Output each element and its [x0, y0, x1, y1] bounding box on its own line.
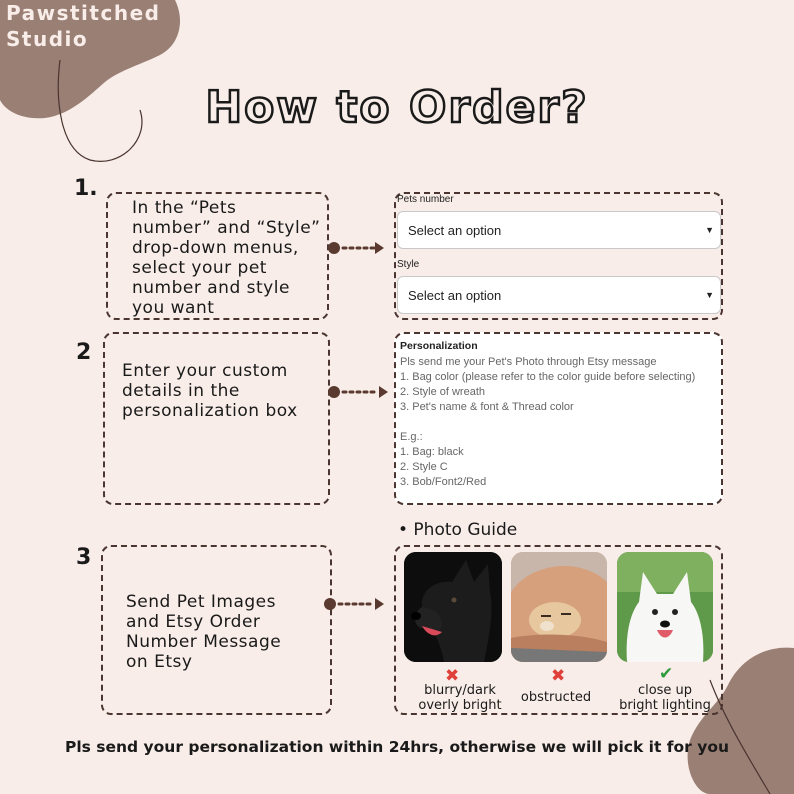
- step-2-number: 2: [76, 340, 92, 365]
- caption-line: close up: [637, 683, 693, 698]
- photo-caption-3: [610, 683, 720, 713]
- instruction-line: select your pet: [132, 258, 267, 278]
- caption-line: bright lighting: [619, 698, 711, 713]
- brand-line-2: Studio: [6, 27, 89, 51]
- caption-line: blurry/dark: [424, 683, 496, 698]
- footer-note: Pls send your personalization within 24hrs, otherwise we will pick it for you: [64, 738, 730, 756]
- caption-line: obstructed: [520, 690, 592, 705]
- instruction-line: and Etsy Order: [126, 612, 261, 632]
- instruction-line: details in the: [122, 381, 240, 401]
- blanket-dog-photo: [511, 552, 607, 662]
- step-3-instruction: [126, 592, 281, 672]
- instruction-line: Enter your custom: [122, 361, 288, 381]
- chevron-down-icon: ▼: [705, 290, 714, 300]
- photo-caption-2: [508, 690, 604, 705]
- bad-mark-icon: ✖: [445, 666, 460, 686]
- step-2-instruction: [122, 361, 298, 421]
- pets-number-select[interactable]: [397, 211, 721, 249]
- instruction-line: number and style: [132, 278, 290, 298]
- personalization-line: 1. Bag: black: [400, 446, 464, 458]
- photo-caption-1: [404, 683, 516, 713]
- instruction-line: you want: [132, 298, 215, 318]
- personalization-line: E.g.:: [400, 431, 423, 443]
- step-1-arrow-icon: [326, 238, 386, 258]
- brand-line-1: Pawstitched: [6, 1, 161, 25]
- instruction-line: Send Pet Images: [126, 592, 276, 612]
- chevron-down-icon: ▼: [705, 225, 714, 235]
- personalization-line: 2. Style of wreath: [400, 386, 485, 398]
- photo-guide-heading: • Photo Guide: [398, 520, 518, 540]
- pets-number-label: Pets number: [397, 194, 454, 205]
- personalization-line: 2. Style C: [400, 461, 448, 473]
- page-title: How to Order?: [205, 82, 589, 133]
- step-3-arrow-icon: [322, 594, 386, 614]
- step-3-number: 3: [76, 545, 92, 570]
- step-2-arrow-icon: [326, 382, 390, 402]
- style-label: Style: [397, 259, 420, 270]
- instruction-line: number” and “Style”: [132, 218, 321, 238]
- dark-dog-photo: [404, 552, 502, 662]
- white-dog-photo: [617, 552, 713, 662]
- brand-logo: [6, 0, 160, 52]
- personalization-line: 3. Pet's name & font & Thread color: [400, 401, 574, 413]
- style-select-value: Select an option: [408, 287, 502, 303]
- instruction-line: drop-down menus,: [132, 238, 299, 258]
- style-select[interactable]: [397, 276, 721, 314]
- instruction-line: personalization box: [122, 401, 298, 421]
- instruction-line: on Etsy: [126, 652, 193, 672]
- personalization-line: 1. Bag color (please refer to the color guide before selecting): [400, 371, 696, 383]
- step-1-instruction: [132, 198, 320, 318]
- personalization-line: Pls send me your Pet's Photo through Etsy message: [400, 356, 657, 368]
- good-mark-icon: ✔: [659, 664, 674, 684]
- personalization-heading: Personalization: [400, 340, 478, 352]
- bad-mark-icon: ✖: [551, 666, 566, 686]
- caption-line: overly bright: [418, 698, 502, 713]
- pets-number-select-value: Select an option: [408, 222, 502, 238]
- instruction-line: Number Message: [126, 632, 282, 652]
- instruction-line: In the “Pets: [132, 198, 237, 218]
- personalization-line: 3. Bob/Font2/Red: [400, 476, 487, 488]
- step-1-number: 1.: [74, 176, 98, 201]
